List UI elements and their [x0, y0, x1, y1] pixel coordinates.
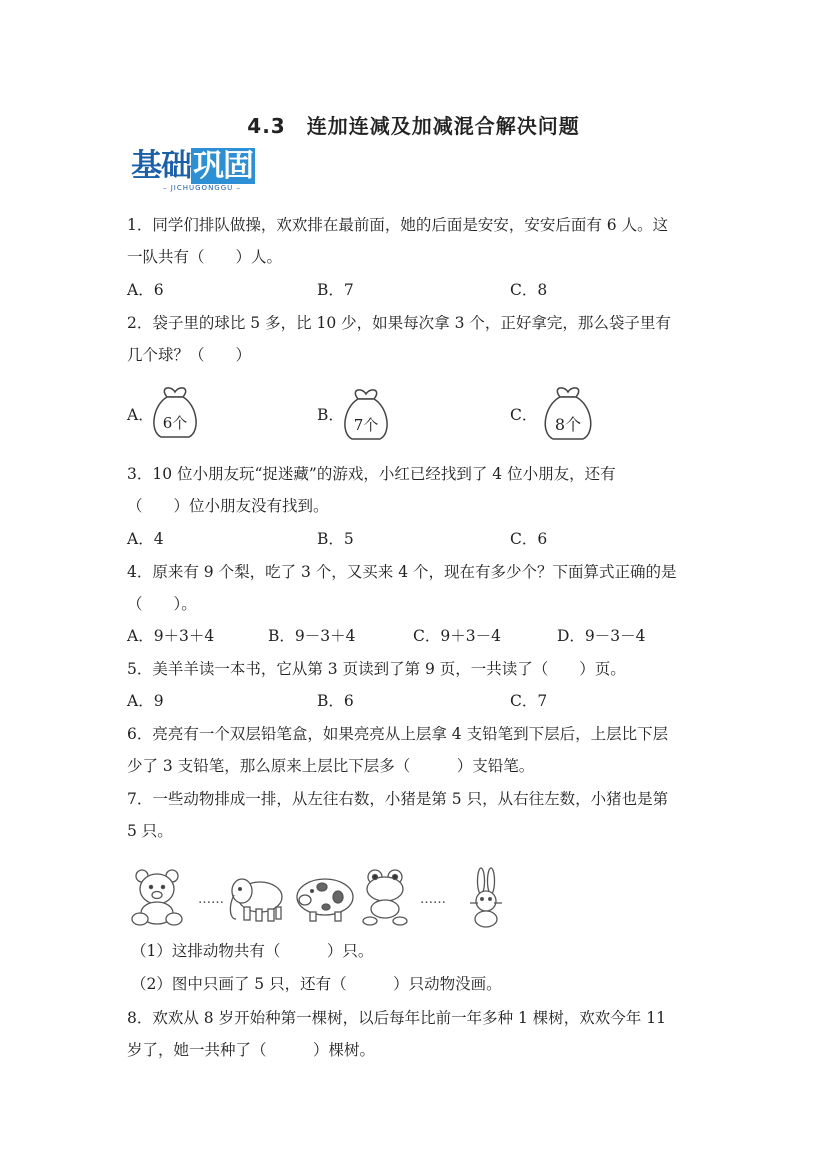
bag-label: 7个: [353, 416, 379, 434]
animal-row: [130, 867, 510, 929]
page-title: 4.3 连加连减及加减混合解决问题: [247, 114, 580, 138]
q6-line2: 少了 3 支铅笔，那么原来上层比下层多（ ）支铅笔。: [127, 757, 535, 775]
bag-label: 8个: [554, 415, 582, 434]
section-logo: [131, 150, 273, 198]
q1-option-c: C．8: [510, 281, 548, 299]
logo-subtitle: – JICHUGONGGU –: [163, 184, 241, 192]
dots-left: ……: [198, 892, 224, 907]
q3-option-b: B．5: [317, 530, 354, 548]
q8-line1: 8．欢欢从 8 岁开始种第一棵树，以后每年比前一年多种 1 棵树，欢欢今年 11: [127, 1009, 666, 1027]
q2-line2: 几个球？（ ）: [127, 346, 252, 364]
q5-option-b: B．6: [317, 692, 354, 710]
q5-option-a: A．9: [127, 692, 164, 710]
bag-6-icon: [149, 383, 201, 441]
dots-right: ……: [420, 892, 446, 907]
q5-line1: 5．美羊羊读一本书，它从第 3 页读到了第 9 页，一共读了（ ）页。: [127, 660, 626, 678]
q1-option-b: B．7: [317, 281, 354, 299]
q3-line2: （ ）位小朋友没有找到。: [127, 497, 329, 515]
q4-option-b: B．9－3＋4: [268, 627, 356, 645]
pig-icon: [297, 879, 353, 921]
rabbit-icon: [470, 868, 502, 927]
q7-line2: 5 只。: [127, 822, 173, 840]
q1-line2: 一队共有（ ）人。: [127, 248, 283, 266]
q7-line1: 7．一些动物排成一排，从左往右数，小猪是第 5 只，从右往左数，小猪也是第: [127, 790, 669, 808]
q2-option-a-letter: A．: [127, 406, 154, 424]
q4-option-d: D．9－3－4: [557, 627, 646, 645]
elephant-icon: [230, 879, 282, 921]
q3-option-a: A．4: [127, 530, 164, 548]
q4-option-a: A．9＋3＋4: [127, 627, 215, 645]
q1-line1: 1．同学们排队做操，欢欢排在最前面，她的后面是安安，安安后面有 6 人。这: [127, 216, 669, 234]
q2-line1: 2．袋子里的球比 5 多，比 10 少，如果每次拿 3 个，正好拿完，那么袋子里有: [127, 314, 671, 332]
logo-text-a: 基础: [131, 148, 191, 184]
q7-sub1: （1）这排动物共有（ ）只。: [131, 942, 374, 960]
q4-option-c: C．9＋3－4: [413, 627, 501, 645]
q1-option-a: A．6: [127, 281, 164, 299]
bag-8-icon: [540, 383, 596, 443]
q2-option-c-letter: C．: [510, 406, 538, 424]
q3-option-c: C．6: [510, 530, 548, 548]
q3-line1: 3．10 位小朋友玩“捉迷藏”的游戏，小红已经找到了 4 位小朋友，还有: [127, 465, 616, 483]
frog-icon: [363, 870, 407, 925]
logo-text-b: 巩固: [193, 148, 253, 184]
q6-line1: 6．亮亮有一个双层铅笔盒，如果亮亮从上层拿 4 支铅笔到下层后，上层比下层: [127, 725, 669, 743]
bag-label: 6个: [162, 414, 188, 432]
q4-line1: 4．原来有 9 个梨，吃了 3 个，又买来 4 个，现在有多少个？下面算式正确的是: [127, 563, 677, 581]
bear-icon: [132, 870, 182, 925]
q2-option-b-letter: B．: [317, 406, 344, 424]
q5-option-c: C．7: [510, 692, 548, 710]
bag-7-icon: [340, 385, 392, 443]
q8-line2: 岁了，她一共种了（ ）棵树。: [127, 1041, 376, 1059]
q4-line2: （ ）。: [127, 595, 197, 613]
q7-sub2: （2）图中只画了 5 只，还有（ ）只动物没画。: [131, 975, 502, 993]
